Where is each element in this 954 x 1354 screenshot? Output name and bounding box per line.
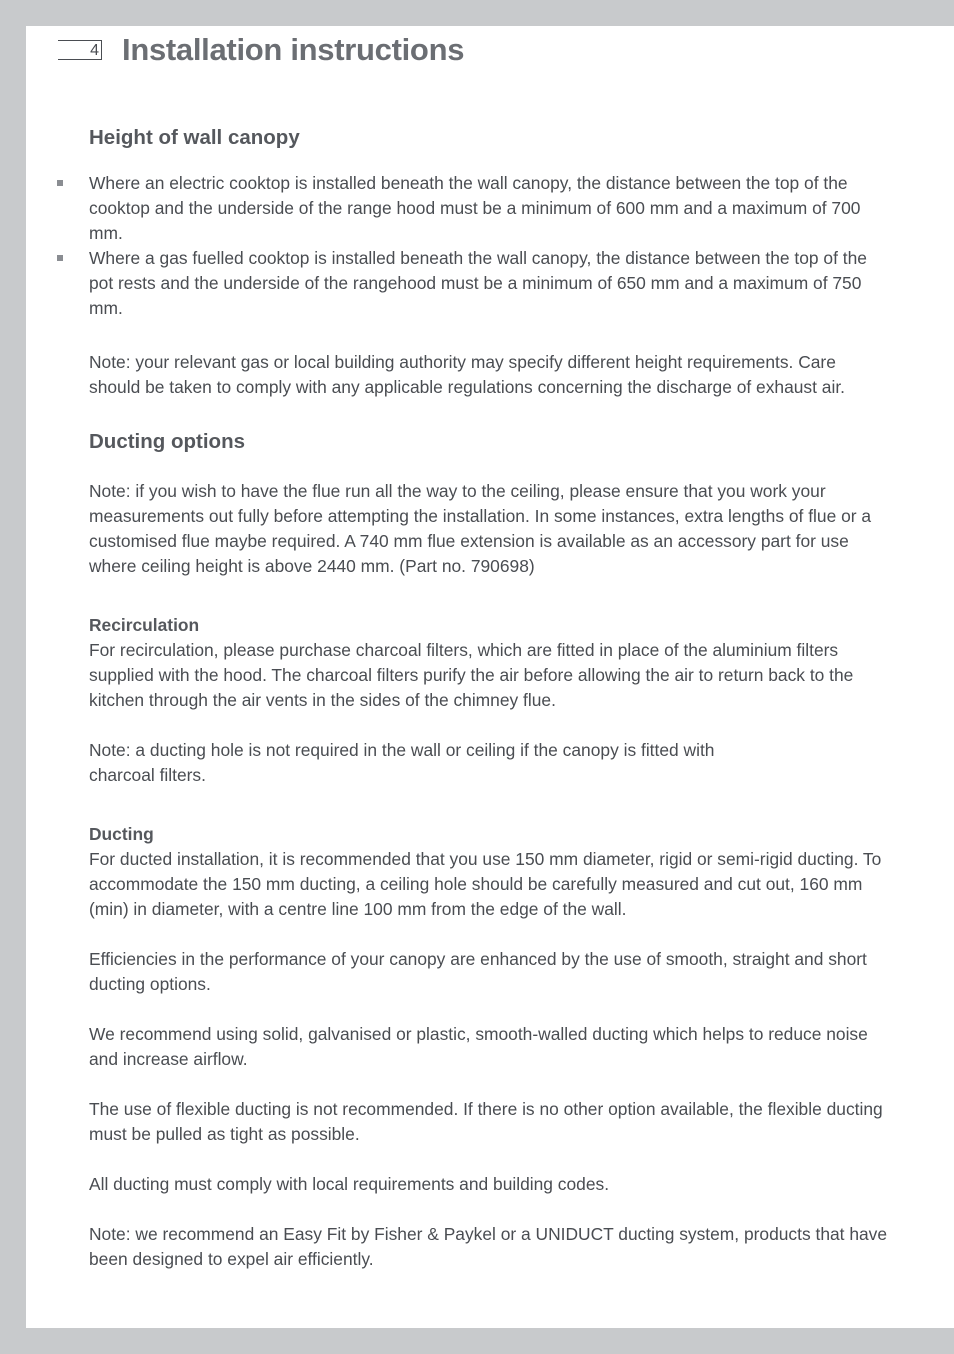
- ducting-options-note: Note: if you wish to have the flue run all the way to the ceiling, please ensure that you work your measurements out fully before attempting the installation. In some instances, extra lengths of flue or a customised flue maybe required. A 740 mm flue extension is available as an accessory part for use where ceiling height is above 2440 mm. (Part no. 790698): [89, 481, 872, 576]
- ducting-note: Note: we recommend an Easy Fit by Fisher & Paykel or a UNIDUCT ducting system, products that have been designed to expel air efficiently.: [89, 1224, 888, 1269]
- bullet-text: Where an electric cooktop is installed beneath the wall canopy, the distance between the top of the cooktop and the underside of the range hood must be a minimum of 600 mm and a maximum of 700 mm.: [89, 173, 861, 243]
- bullet-item: [89, 171, 889, 246]
- ducting-paragraph: All ducting must comply with local requirements and building codes.: [89, 1174, 610, 1194]
- subheading-recirculation: Recirculation: [89, 615, 200, 635]
- section-heading-height: Height of wall canopy: [89, 126, 300, 149]
- bullet-square-icon: [57, 255, 63, 261]
- ducting-paragraph: We recommend using solid, galvanised or plastic, smooth-walled ducting which helps to reduce noise and increase airflow.: [89, 1024, 868, 1069]
- page-number: 4: [58, 40, 102, 60]
- ducting-paragraph: Efficiencies in the performance of your canopy are enhanced by the use of smooth, straight and short ducting options.: [89, 949, 867, 994]
- bullet-text: Where a gas fuelled cooktop is installed beneath the wall canopy, the distance between the top of the pot rests and the underside of the rangehood must be a minimum of 650 mm and a maximum of 750 mm.: [89, 248, 867, 318]
- subheading-ducting: Ducting: [89, 824, 154, 844]
- page-content: [89, 124, 889, 1272]
- height-bullet-list: [89, 171, 889, 321]
- manual-page: [26, 26, 954, 1328]
- height-note: Note: your relevant gas or local building authority may specify different height requirements. Care should be taken to comply with any applicable regulations concerning the discharge of exhaust air.: [89, 352, 845, 397]
- page-title: Installation instructions: [122, 32, 465, 67]
- section-heading-ducting-options: Ducting options: [89, 430, 246, 453]
- recirculation-text: For recirculation, please purchase charcoal filters, which are fitted in place of the aluminium filters supplied with the hood. The charcoal filters purify the air before allowing the air to return back to the kitchen through the air vents in the sides of the chimney flue.: [89, 640, 854, 710]
- bullet-item: [89, 246, 889, 321]
- bullet-square-icon: [57, 180, 63, 186]
- ducting-paragraph: The use of flexible ducting is not recommended. If there is no other option available, the flexible ducting must be pulled as tight as possible.: [89, 1099, 883, 1144]
- recirculation-note-line-2: charcoal filters.: [89, 765, 206, 785]
- ducting-paragraph: For ducted installation, it is recommended that you use 150 mm diameter, rigid or semi-rigid ducting. To accommodate the 150 mm ducting, a ceiling hole should be carefully measured and cut out, 160 mm (min) in diameter, with a centre line 100 mm from the edge of the wall.: [89, 849, 882, 919]
- recirculation-note-line-1: Note: a ducting hole is not required in the wall or ceiling if the canopy is fitted with: [89, 740, 715, 760]
